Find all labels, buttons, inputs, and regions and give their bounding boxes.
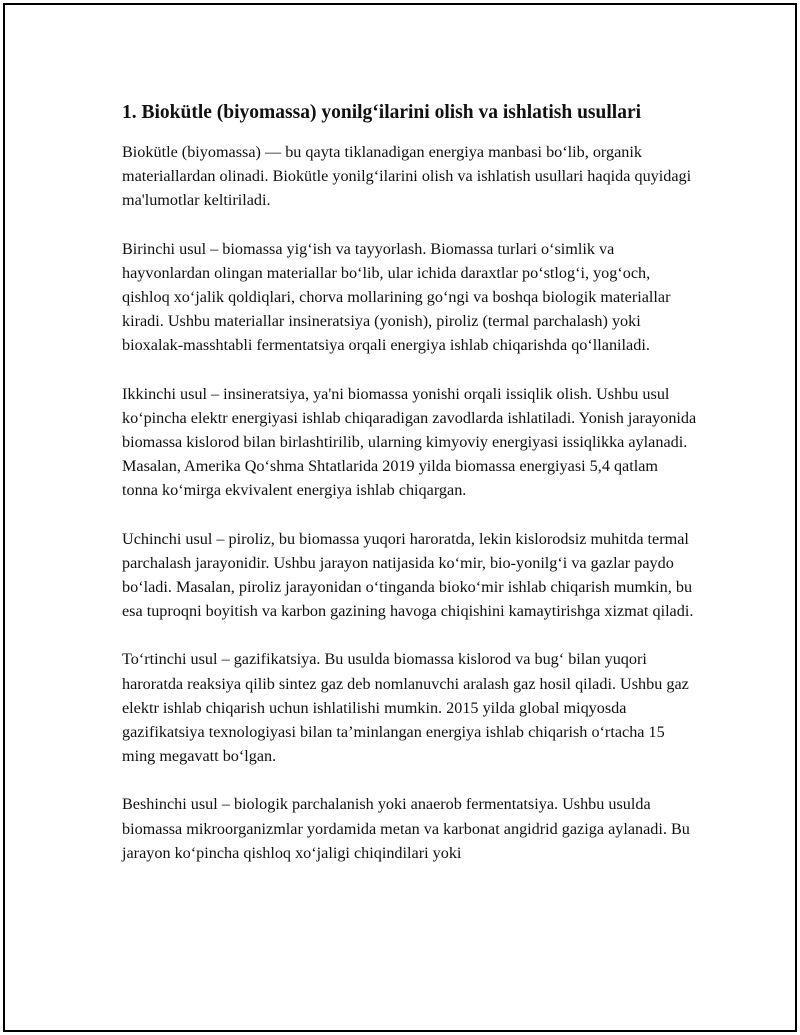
paragraph-first-method: Birinchi usul – biomassa yig‘ish va tayyorlash. Biomassa turlari o‘simlik va hayvonlardan olingan materiallar bo‘lib, ular ichida daraxtlar po‘stlog‘i, yog‘och, qishloq xo‘jalik qoldiqlari, chorva mollarining go‘ngi va boshqa biologik materiallar kiradi. Ushbu materiallar insineratsiya (yonish), piroliz (termal parchalash) yoki bioxalak-masshtabli fermentatsiya orqali energiya ishlab chiqarishda qo‘llaniladi. [122, 239, 671, 355]
paragraph-second-method: Ikkinchi usul – insineratsiya, ya'ni biomassa yonishi orqali issiqlik olish. Ushbu usul ko‘pincha elektr energiyasi ishlab chiqaradigan zavodlarda ishlatiladi. Yonish jarayonida biomassa kislorod bilan birlashtirilib, ularning kimyoviy energiyasi issiqlikka aylanadi. Masalan, Amerika Qo‘shma Shtatlarida 2019 yilda biomassa energiyasi 5,4 qatlam tonna ko‘mirga ekvivalent energiya ishlab chiqargan. [122, 384, 697, 500]
paragraph-fifth-method: Beshinchi usul – biologik parchalanish yoki anaerob fermentatsiya. Ushbu usulda biomassa mikroorganizmlar yordamida metan va karbonat angidrid gaziga aylanadi. Bu jarayon ko‘pincha qishloq xo‘jaligi chiqindilari yoki [122, 795, 690, 862]
document-body [122, 100, 697, 865]
paragraph-fourth-method: To‘rtinchi usul – gazifikatsiya. Bu usulda biomassa kislorod va bug‘ bilan yuqori haroratda reaksiya qilib sintez gaz deb nomlanuvchi aralash gaz hosil qiladi. Ushbu gaz elektr ishlab chiqarish uchun ishlatilishi mumkin. 2015 yilda global miqyosda gazifikatsiya texnologiyasi bilan ta’minlangan energiya ishlab chiqarish o‘rtacha 15 ming megavatt bo‘lgan. [122, 650, 689, 766]
paragraph-intro: Biokütle (biyomassa) — bu qayta tiklanadigan energiya manbasi bo‘lib, organik materiallardan olinadi. Biokütle yonilg‘ilarini olish va ishlatish usullari haqida quyidagi ma'lumotlar keltiriladi. [122, 143, 692, 210]
page-frame [3, 3, 797, 1032]
document-title: 1. Biokütle (biyomassa) yonilg‘ilarini olish va ishlatish usullari [122, 102, 642, 123]
paragraph-third-method: Uchinchi usul – piroliz, bu biomassa yuqori haroratda, lekin kislorodsiz muhitda termal parchalash jarayonidir. Ushbu jarayon natijasida ko‘mir, bio-yonilg‘i va gazlar paydo bo‘ladi. Masalan, piroliz jarayonidan o‘tinganda bioko‘mir ishlab chiqarish mumkin, bu esa tuproqni boyitish va karbon gazining havoga chiqishini kamaytirishga xizmat qiladi. [122, 529, 694, 621]
